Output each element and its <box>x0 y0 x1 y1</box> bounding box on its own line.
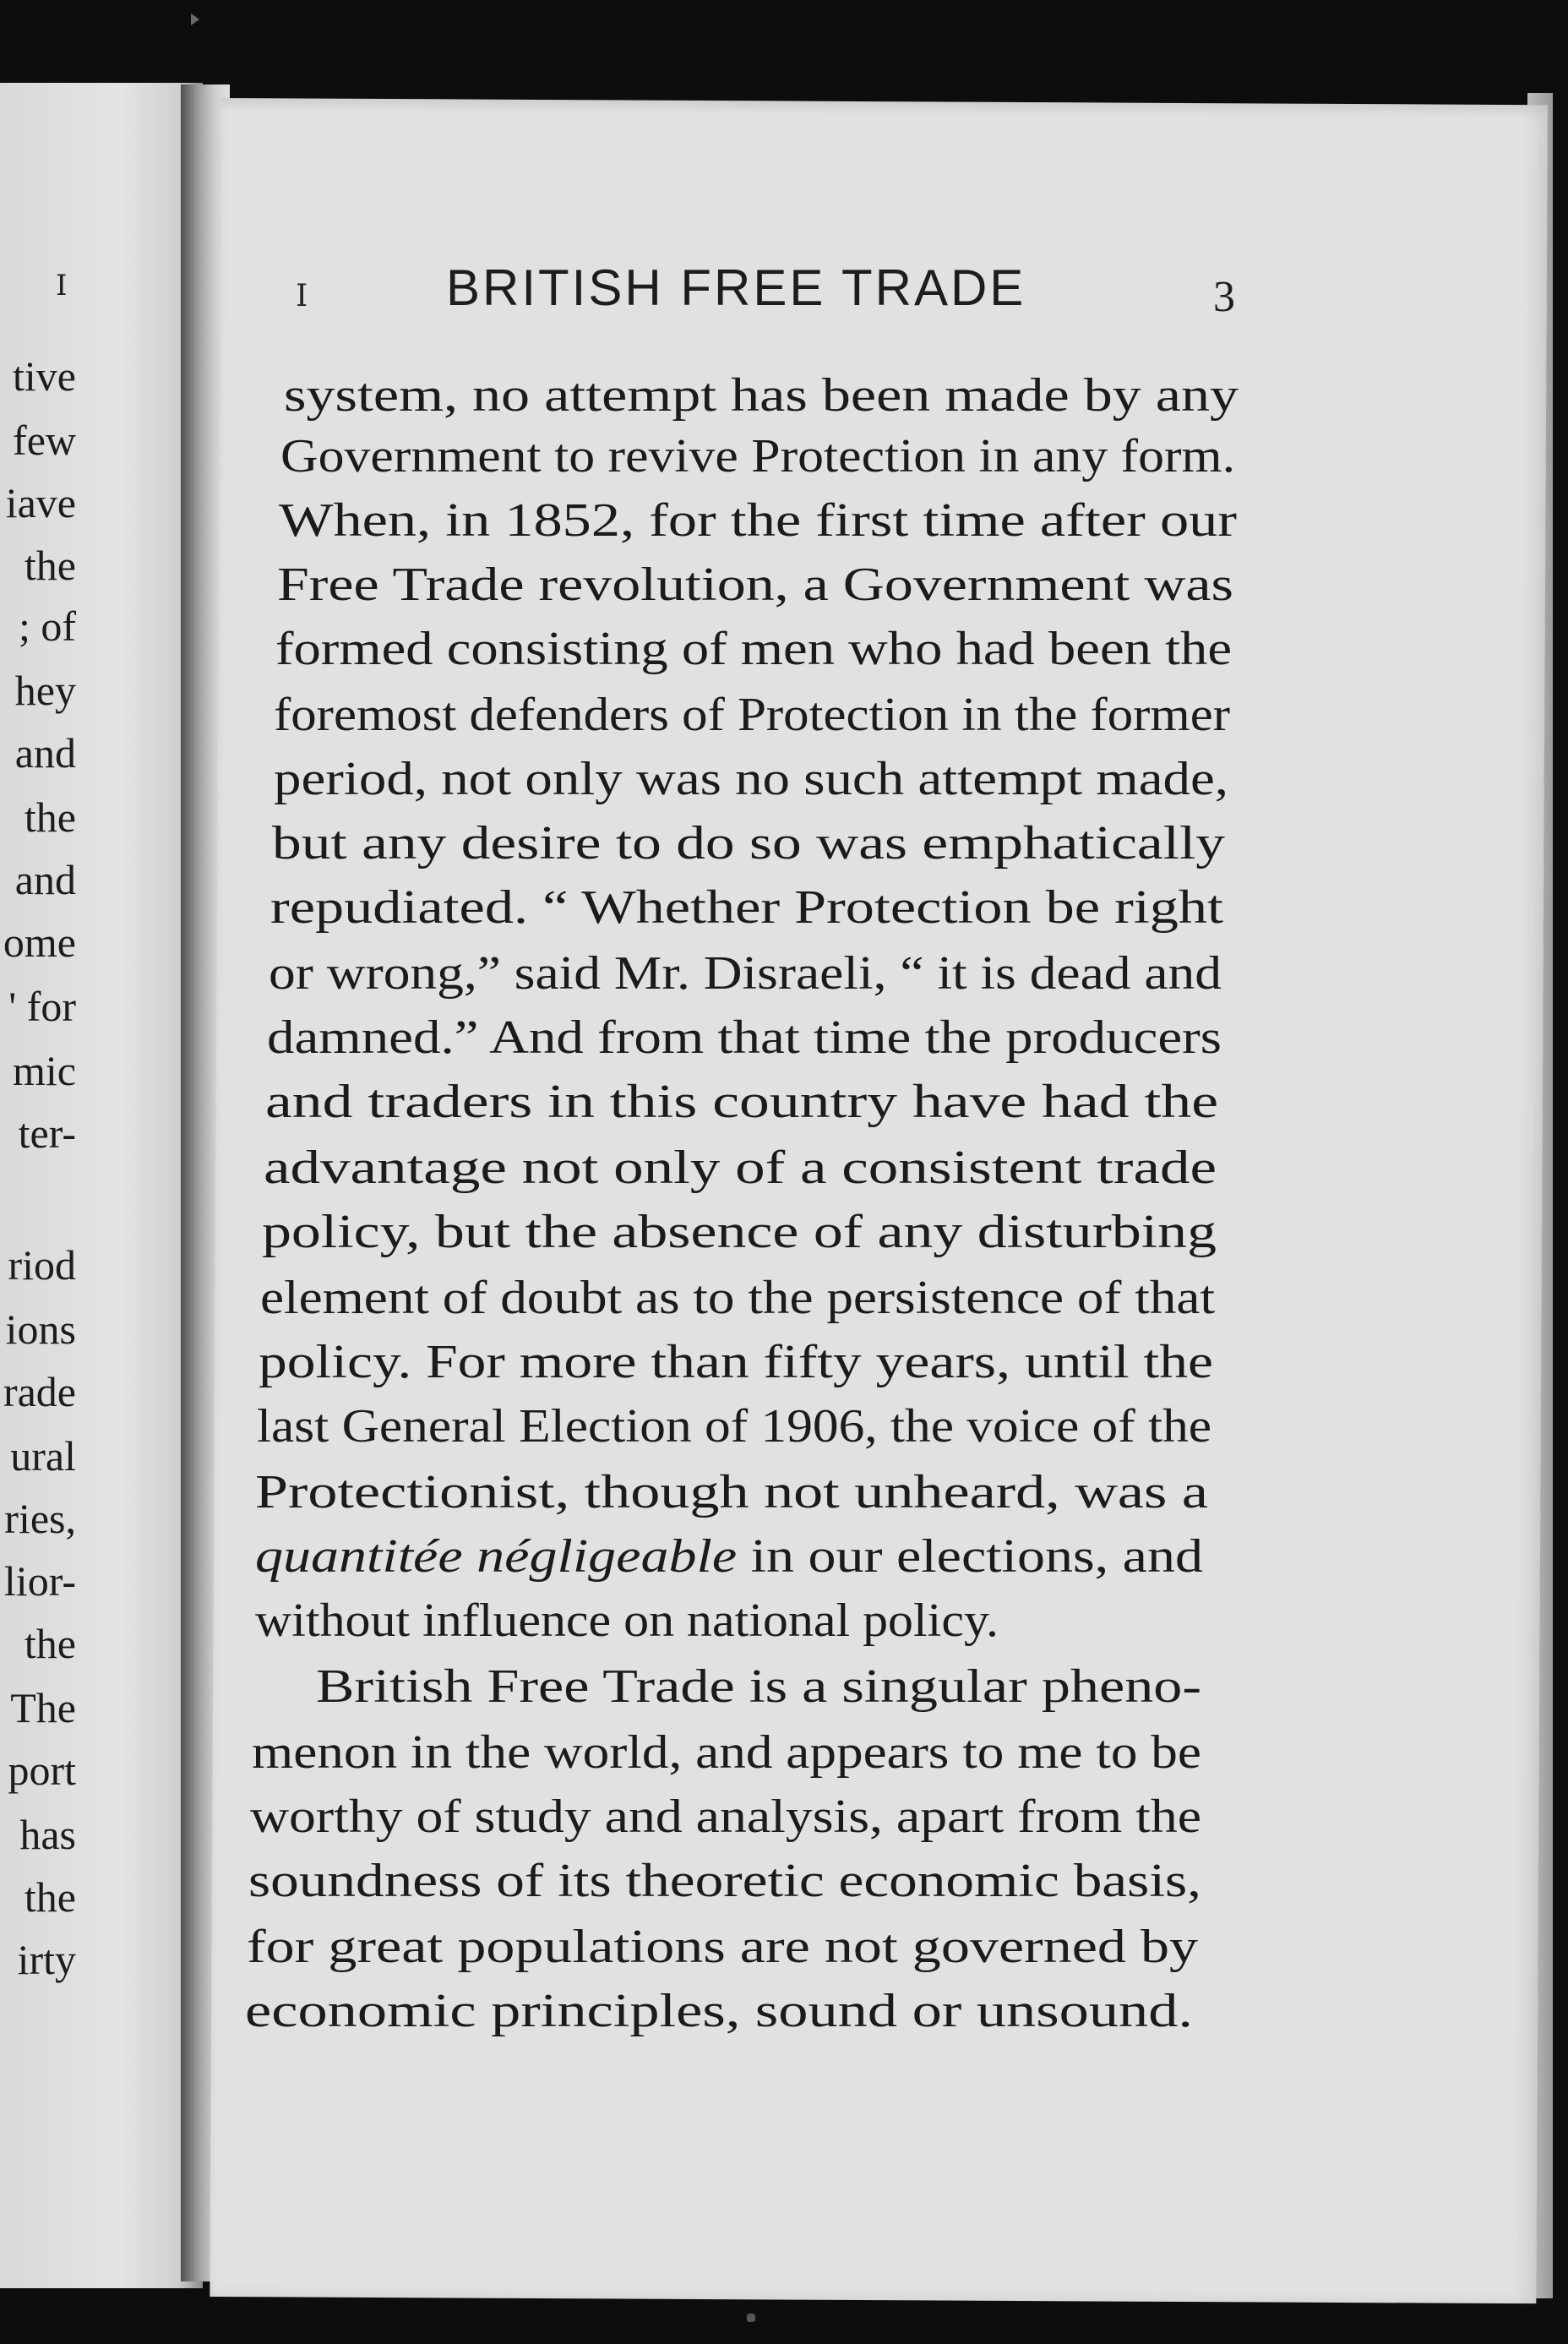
body-text-line: period, not only was no such attempt made, <box>274 753 1228 805</box>
previous-page-line: ural <box>10 1432 76 1480</box>
italic-phrase: quantitée négligeable <box>255 1530 738 1583</box>
scan-mark <box>191 14 199 25</box>
body-text-line: Free Trade revolution, a Government was <box>277 559 1233 611</box>
previous-page-line: riod <box>8 1241 76 1289</box>
previous-page-line: mic <box>13 1047 76 1094</box>
previous-page-line: The <box>10 1684 76 1731</box>
body-text-line: policy, but the absence of any disturbing <box>262 1206 1217 1258</box>
previous-page-line: irty <box>17 1936 76 1983</box>
previous-page-chapter-marker: I <box>56 269 68 303</box>
body-text-line: or wrong,” said Mr. Disraeli, “ it is dead and <box>269 947 1222 1000</box>
body-text-line: Protectionist, though not unheard, was a <box>255 1466 1208 1518</box>
previous-page-line: tive <box>13 352 76 400</box>
body-text-line: repudiated. “ Whether Protection be right <box>270 881 1223 934</box>
previous-page-line: and <box>14 729 76 777</box>
previous-page-line: the <box>24 1873 76 1921</box>
body-text-line: foremost defenders of Protection in the former <box>274 689 1230 741</box>
body-text-line: and traders in this country have had the <box>265 1076 1218 1128</box>
previous-page-line: ome <box>3 919 76 966</box>
body-text-line: formed consisting of men who had been the <box>275 623 1232 675</box>
previous-page-line: the <box>24 1620 76 1667</box>
scan-mark <box>747 2314 755 2322</box>
body-text-line: for great populations are not governed by <box>247 1921 1198 1973</box>
previous-page-line: ions <box>5 1306 76 1353</box>
previous-page-line: few <box>13 417 76 464</box>
previous-page-line: has <box>19 1811 76 1858</box>
body-text-line: but any desire to do so was emphatically <box>272 817 1225 869</box>
previous-page-line: iave <box>5 479 76 526</box>
body-text-line-italic <box>255 1530 1203 1583</box>
body-text-line: menon in the world, and appears to me to be <box>252 1726 1201 1779</box>
previous-page-line: the <box>24 542 76 589</box>
previous-page-line: ries, <box>4 1495 76 1542</box>
chapter-marker: I <box>296 279 308 313</box>
running-head: BRITISH FREE TRADE <box>446 259 1026 316</box>
body-text-line: policy. For more than fifty years, until the <box>259 1336 1213 1388</box>
body-text-line: damned.” And from that time the producers <box>267 1011 1222 1064</box>
body-text-line: worthy of study and analysis, apart from the <box>250 1791 1201 1843</box>
body-text-line: without influence on national policy. <box>255 1594 999 1647</box>
italic-line-rest: in our elections, and <box>737 1530 1203 1583</box>
previous-page-line: port <box>8 1747 76 1794</box>
previous-page-line: the <box>24 793 76 841</box>
previous-page-line: hey <box>14 667 76 714</box>
body-text-line: system, no attempt has been made by any <box>284 369 1239 422</box>
body-text-line: When, in 1852, for the first time after our <box>279 494 1237 547</box>
body-text-line: British Free Trade is a singular pheno- <box>316 1660 1201 1713</box>
body-text-line: last General Election of 1906, the voice of the <box>257 1400 1211 1453</box>
previous-page-line: and <box>14 856 76 903</box>
body-text-line: element of doubt as to the persistence of that <box>260 1272 1215 1324</box>
previous-page-line: ter- <box>18 1109 76 1157</box>
body-text-line: economic principles, sound or unsound. <box>245 1985 1193 2037</box>
previous-page-line: ; of <box>18 602 76 650</box>
previous-page-line: ' for <box>8 983 76 1030</box>
body-text-line: advantage not only of a consistent trade <box>264 1142 1217 1194</box>
body-text-line: Government to revive Protection in any form. <box>280 430 1235 482</box>
page-number: 3 <box>1213 273 1235 321</box>
previous-page-line: rade <box>3 1368 76 1415</box>
body-text-line: soundness of its theoretic economic basis, <box>248 1855 1201 1907</box>
previous-page-line: lior- <box>3 1557 76 1605</box>
